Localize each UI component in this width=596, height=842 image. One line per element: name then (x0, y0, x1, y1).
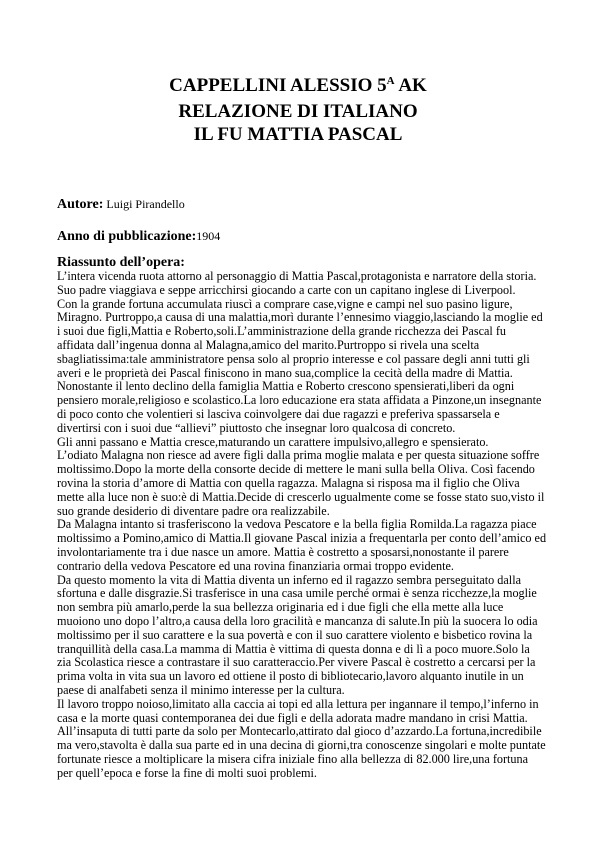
title-report-type: RELAZIONE DI ITALIANO (178, 101, 418, 122)
title-class-superscript: A (386, 75, 395, 87)
summary-line: casa e la morte quasi contemporanea dei due figli e della adorata madre mandano in crisi Mattia. (57, 710, 528, 725)
summary-line: involontariamente tra i due nasce un amore. Mattia è costretto a sposarsi,nonostante il parere (57, 544, 509, 559)
summary-line: pensiero morale,religioso e scolastico.La loro educazione era stata affidata a Pinzone,un insegnante (57, 393, 542, 408)
summary-line: L’intera vicenda ruota attorno al personaggio di Mattia Pascal,protagonista e narratore della storia. (57, 269, 537, 283)
author-label: Autore: (57, 197, 104, 212)
author-value: Luigi Pirandello (103, 197, 185, 211)
summary-line: moltissimo a Pomino,amico di Mattia.Il giovane Pascal inizia a frequentarla per conto dell’amico ed (57, 531, 547, 546)
summary-line: moltissimo.Dopo la morte della consorte decide di mettere le mani sulla bella Oliva. Così facendo (57, 462, 535, 477)
title-book-name: IL FU MATTIA PASCAL (193, 124, 403, 145)
title-class-suffix: AK (394, 75, 427, 96)
summary-line: Suo padre viaggiava e seppe arricchirsi giocando a carte con un capitano inglese di Liverpool. (57, 282, 516, 297)
summary-line: Nonostante il lento declino della famiglia Mattia e Roberto crescono spensierati,liberi da ogni (57, 379, 515, 394)
summary-line: moltissimo per il suo carattere e la sua povertà e con il suo carattere violento e bisbetico rovina la (57, 627, 533, 642)
summary-line: averi e le proprietà dei Pascal finiscono in mano sua,complice la cecità della madre di Mattia. (57, 365, 513, 380)
summary-line: All’insaputa di tutti parte da solo per Montecarlo,attirato dal gioco d’azzardo.La fortuna,incredibile (57, 724, 542, 739)
summary-line: i suoi due figli,Mattia e Roberto,soli.L’amministrazione della grande ricchezza dei Pascal fu (57, 324, 506, 339)
summary-line: L’odiato Malagna non riesce ad avere figli dalla prima moglie malata e per questa situazione soffre (57, 448, 540, 463)
summary-line: sbagliatissima:tale amministratore pensa solo al proprio interesse e col passare degli anni tutti gli (57, 351, 530, 366)
summary-line: paese di analfabeti senza il minimo interesse per la cultura. (57, 682, 345, 697)
summary-line: affidata dall’ingenua donna al Malagna,amico del marito.Purtroppo si rivela una scelta (57, 337, 480, 352)
summary-line: muoiono uno dopo l’altro,a causa della loro gracilità e mancanza di salute.In più la suocera lo odia (57, 613, 538, 628)
summary-line: Gli anni passano e Mattia cresce,maturando un carattere impulsivo,allegro e spensierato. (57, 434, 489, 449)
publication-year-field (57, 227, 220, 245)
summary-line: Miragno. Purtroppo,a causa di una malattia,morì durante l’ennesimo viaggio,lasciando la moglie ed (57, 310, 543, 325)
summary-line: Da questo momento la vita di Mattia diventa un inferno ed il ragazzo sembra perseguitato dalla (57, 572, 521, 587)
summary-line: Il lavoro troppo noioso,limitato alla caccia ai topi ed alla lettura per ingannare il tempo,l’inferno in (57, 696, 539, 711)
summary-line: di poco conto che volentieri si lasciva coinvolgere dai due ragazzi e preferiva spassarsela e (57, 406, 500, 421)
summary-line: Da Malagna intanto si trasferiscono la vedova Pescatore e la bella figlia Romilda.La ragazza piace (57, 517, 537, 532)
publication-year-label: Anno di pubblicazione: (57, 229, 197, 244)
summary-line: tranquillità della casa.La mamma di Mattia è vittima di questa donna e di lì a poco muore.Solo la (57, 641, 530, 656)
summary-heading: Riassunto dell’opera: (57, 255, 185, 270)
summary-line: sfortuna e dalle disgrazie.Si trasferisce in una casa umile perché ormai è senza ricchezze,la moglie (57, 586, 537, 601)
summary-line: ma vero,stavolta è dalla sua parte ed in una decina di giorni,tra conoscenze singolari e molte puntate (57, 738, 546, 753)
summary-line: prima volta in vita sua un lavoro ed ottiene il posto di bibliotecario,lavoro alquanto inutile in un (57, 669, 524, 684)
summary-line: rovina la storia d’amore di Mattia con quella ragazza. Malagna si risposa ma il figlio che Oliva (57, 475, 520, 490)
summary-line: suo grande desiderio di diventare padre ora realizzabile. (57, 503, 330, 518)
title-author-class (0, 74, 596, 100)
summary-line: mette alla luce non è suo:è di Mattia.Decide di crescerlo ugualmente come se fosse stato suo,visto il (57, 489, 545, 504)
summary-line: divertirsi con i suoi due “allievi” piuttosto che insegnar loro qualcosa di concreto. (57, 420, 456, 435)
summary-line: zia Scolastica riesce a contrastare il suo caratteraccio.Per vivere Pascal è costretto a cercarsi per la (57, 655, 536, 670)
publication-year-value: 1904 (196, 229, 221, 243)
title-author-name: CAPPELLINI ALESSIO 5 (169, 75, 387, 96)
author-field (57, 195, 185, 213)
summary-line: Con la grande fortuna accumulata riuscì a comprare case,vigne e campi nel suo pasino ligure, (57, 296, 513, 311)
summary-line: per quell’epoca e forse la fine di molti suoi problemi. (57, 765, 317, 780)
summary-body (57, 270, 547, 780)
summary-line: non sembra più amarlo,perde la sua bellezza originaria ed i due figli che ella mette alla luce (57, 600, 504, 615)
summary-line: fortunate riesce a moltiplicare la misera cifra iniziale fino alla bellezza di 82.000 lire,una fortuna (57, 751, 529, 766)
summary-line: contrario della vedova Pescatore ed una rovina finanziaria ormai troppo evidente. (57, 558, 454, 573)
document-title (0, 74, 596, 146)
